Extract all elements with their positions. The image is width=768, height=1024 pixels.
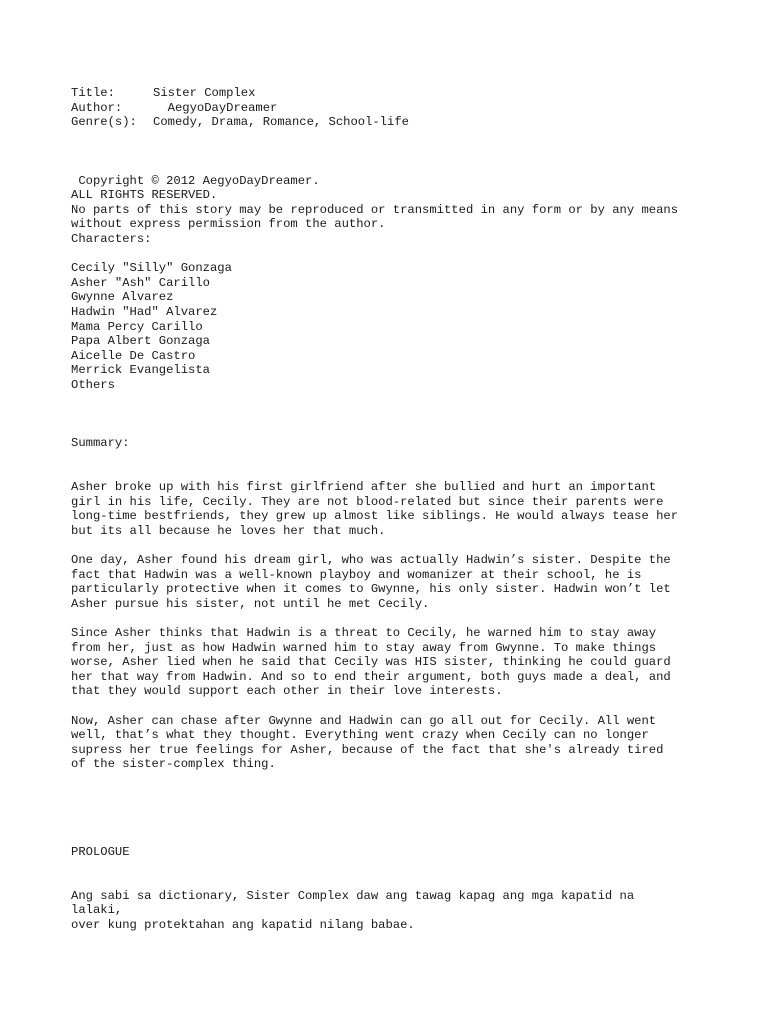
prologue-text: Ang sabi sa dictionary, Sister Complex daw ang tawag kapag ang mga kapatid na lalaki, over kung protektahan ang kapatid nilang babae. <box>71 888 635 932</box>
character-item: Gwynne Alvarez <box>71 290 174 305</box>
reproduction-notice: No parts of this story may be reproduced or transmitted in any form or by any means <box>71 202 679 217</box>
character-item: Hadwin "Had" Alvarez <box>71 304 218 319</box>
document-page <box>71 86 711 933</box>
spacer <box>71 451 711 480</box>
character-item: Asher "Ash" Carillo <box>71 275 210 290</box>
summary-paragraph: Asher broke up with his first girlfriend after she bullied and hurt an important girl in his life, Cecily. They are not blood-related but since their parents were long-time bestfriends, they grew up almost like siblings. He would always tease her but its all because he loves her that much. <box>71 480 679 538</box>
character-item: Papa Albert Gonzaga <box>71 334 210 349</box>
author-value: AegyoDayDreamer <box>153 100 278 115</box>
spacer <box>71 611 711 626</box>
title-value: Sister Complex <box>153 86 256 100</box>
spacer <box>71 130 711 174</box>
permission-notice: without express permission from the author. <box>71 217 386 232</box>
title-key: Title: <box>71 86 115 100</box>
genre-key: Genre(s): <box>71 115 137 130</box>
character-item: Merrick Evangelista <box>71 363 210 378</box>
spacer <box>71 247 711 262</box>
spacer <box>71 538 711 553</box>
summary-paragraph: Now, Asher can chase after Gwynne and Hadwin can go all out for Cecily. All went well, that’s what they thought. Everything went crazy when Cecily can no longer supress her true feelings for Asher, because of the fact that she's already tired of the sister-complex thing. <box>71 713 664 772</box>
character-item: Others <box>71 377 115 392</box>
character-item: Cecily "Silly" Gonzaga <box>71 261 232 276</box>
genre-value: Comedy, Drama, Romance, School-life <box>153 115 409 130</box>
title-row <box>71 86 711 101</box>
character-item: Aicelle De Castro <box>71 348 196 363</box>
spacer <box>71 699 711 714</box>
prologue-heading: PROLOGUE <box>71 844 130 859</box>
genre-row <box>71 115 711 130</box>
summary-paragraph: One day, Asher found his dream girl, who was actually Hadwin’s sister. Despite the fact that Hadwin was a well-known playboy and womanizer at their school, he is particularly protective when it comes to Gwynne, his only sister. Hadwin won’t let Asher pursue his sister, not until he met Cecily. <box>71 553 671 611</box>
author-row <box>71 101 711 116</box>
author-key: Author: <box>71 100 123 115</box>
character-item: Mama Percy Carillo <box>71 319 203 334</box>
spacer <box>71 772 711 845</box>
copyright-line: Copyright © 2012 AegyoDayDreamer. <box>71 173 320 188</box>
spacer <box>71 860 711 889</box>
summary-paragraph: Since Asher thinks that Hadwin is a threat to Cecily, he warned him to stay away from her, just as how Hadwin warned him to stay away from Gwynne. To make things worse, Asher lied when he said that Cecily was HIS sister, thinking he could guard her that way from Hadwin. And so to end their argument, both guys made a deal, and that they would support each other in their love interests. <box>71 626 671 699</box>
summary-heading: Summary: <box>71 436 130 451</box>
rights-line: ALL RIGHTS RESERVED. <box>71 188 218 203</box>
characters-heading: Characters: <box>71 231 152 246</box>
spacer <box>71 392 711 436</box>
character-list <box>71 261 711 392</box>
